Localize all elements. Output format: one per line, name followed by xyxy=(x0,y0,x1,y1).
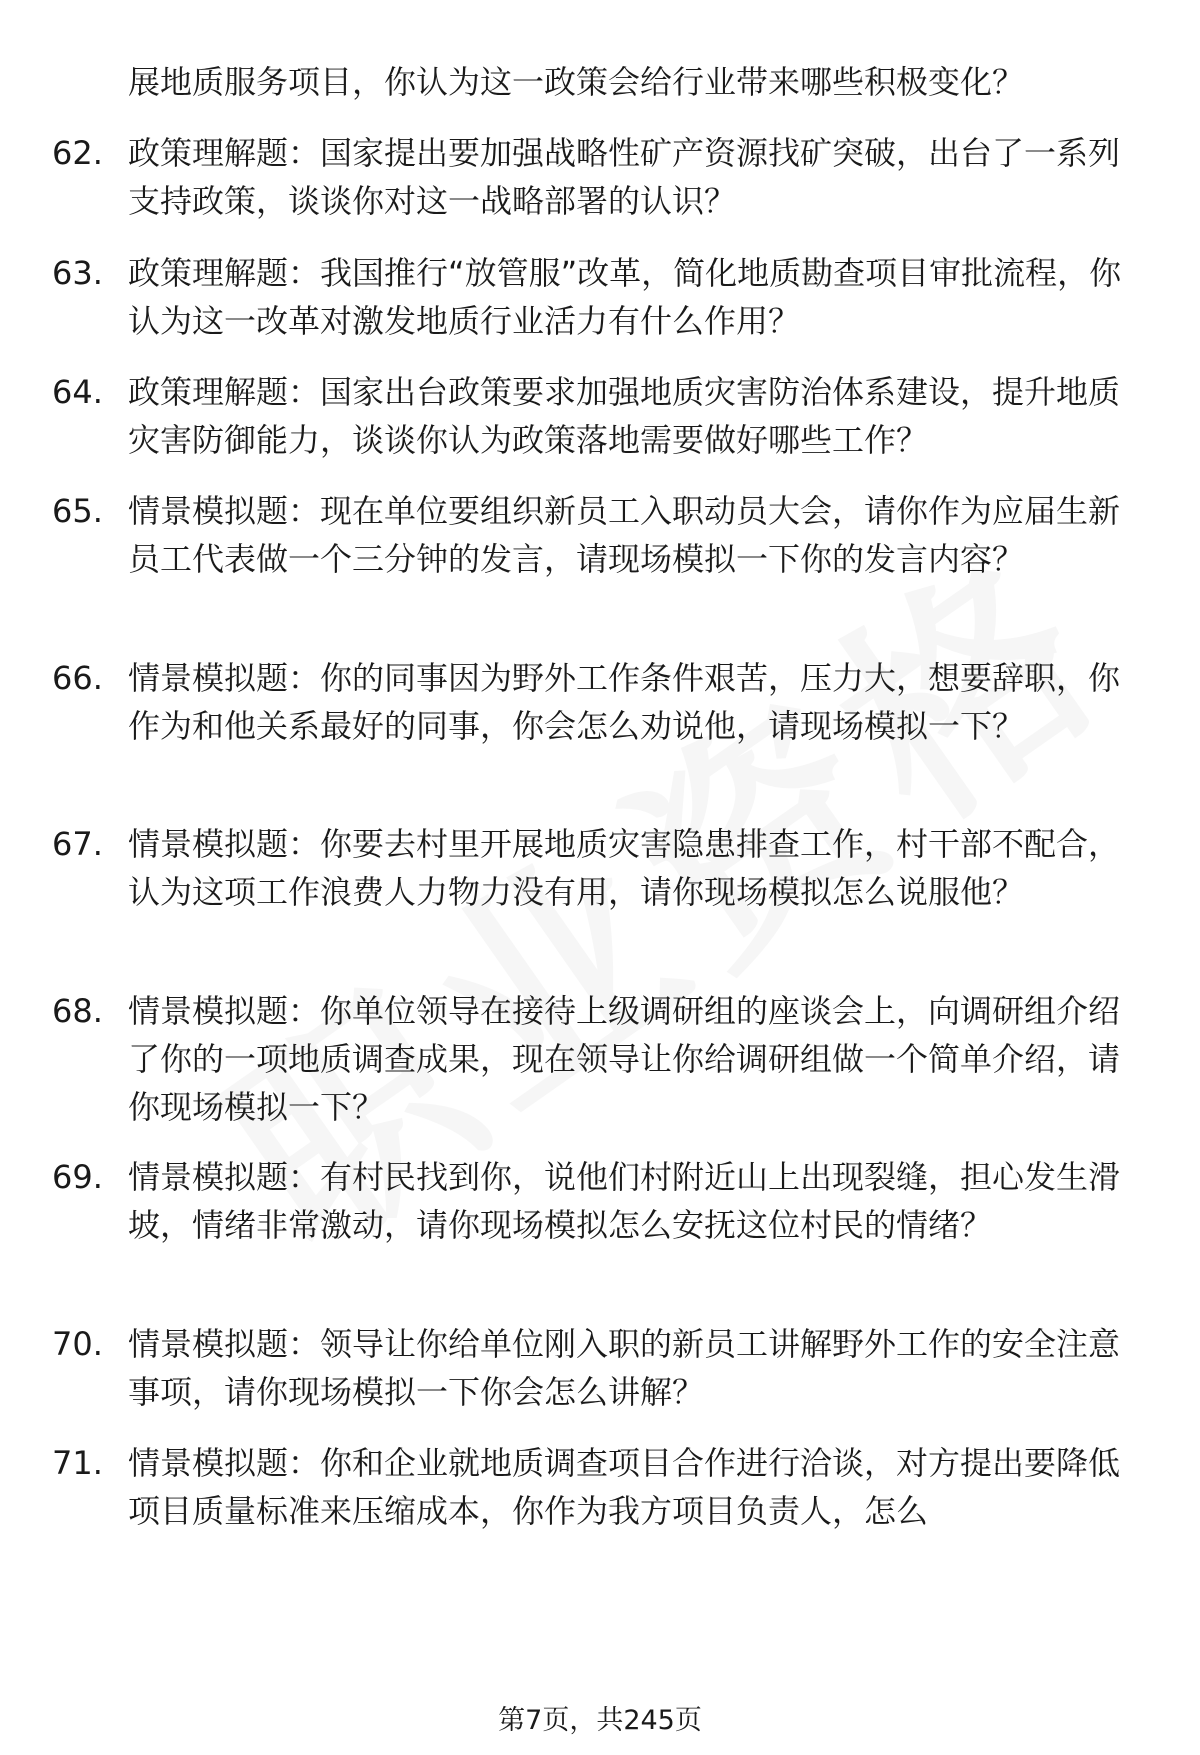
question-text: 情景模拟题：你的同事因为野外工作条件艰苦，压力大，想要辞职，你作为和他关系最好的同事，你会怎么劝说他，请现场模拟一下？ xyxy=(128,659,1121,745)
question-number: 64. xyxy=(52,373,103,411)
continuation-paragraph: 展地质服务项目，你认为这一政策会给行业带来哪些积极变化？ xyxy=(128,63,1025,101)
question-text: 情景模拟题：你和企业就地质调查项目合作进行洽谈，对方提出要降低项目质量标准来压缩成本，你作为我方项目负责人，怎么 xyxy=(128,1444,1121,1530)
question-number: 66. xyxy=(52,659,103,697)
question-number: 69. xyxy=(52,1158,103,1196)
page-footer: 第7页，共245页 xyxy=(498,1705,702,1736)
question-text: 政策理解题：国家出台政策要求加强地质灾害防治体系建设，提升地质灾害防御能力，谈谈你认为政策落地需要做好哪些工作？ xyxy=(128,373,1121,459)
question-text: 情景模拟题：领导让你给单位刚入职的新员工讲解野外工作的安全注意事项，请你现场模拟一下你会怎么讲解？ xyxy=(128,1325,1121,1411)
question-number: 62. xyxy=(52,134,103,172)
question-number: 65. xyxy=(52,492,103,530)
question-number: 67. xyxy=(52,825,103,863)
question-number: 71. xyxy=(52,1444,103,1482)
question-text: 情景模拟题：你要去村里开展地质灾害隐患排查工作，村干部不配合，认为这项工作浪费人力物力没有用，请你现场模拟怎么说服他？ xyxy=(128,825,1121,911)
question-text: 政策理解题：我国推行“放管服”改革，简化地质勘查项目审批流程，你认为这一改革对激发地质行业活力有什么作用？ xyxy=(128,254,1122,340)
question-text: 情景模拟题：你单位领导在接待上级调研组的座谈会上，向调研组介绍了你的一项地质调查成果，现在领导让你给调研组做一个简单介绍，请你现场模拟一下？ xyxy=(128,992,1121,1126)
question-text: 政策理解题：国家提出要加强战略性矿产资源找矿突破，出台了一系列支持政策，谈谈你对这一战略部署的认识？ xyxy=(128,134,1121,220)
question-number: 70. xyxy=(52,1325,103,1363)
question-number: 63. xyxy=(52,254,103,292)
question-text: 情景模拟题：有村民找到你，说他们村附近山上出现裂缝，担心发生滑坡，情绪非常激动，请你现场模拟怎么安抚这位村民的情绪？ xyxy=(128,1158,1121,1244)
question-number: 68. xyxy=(52,992,103,1030)
question-text: 情景模拟题：现在单位要组织新员工入职动员大会，请你作为应届生新员工代表做一个三分钟的发言，请现场模拟一下你的发言内容？ xyxy=(128,492,1121,578)
